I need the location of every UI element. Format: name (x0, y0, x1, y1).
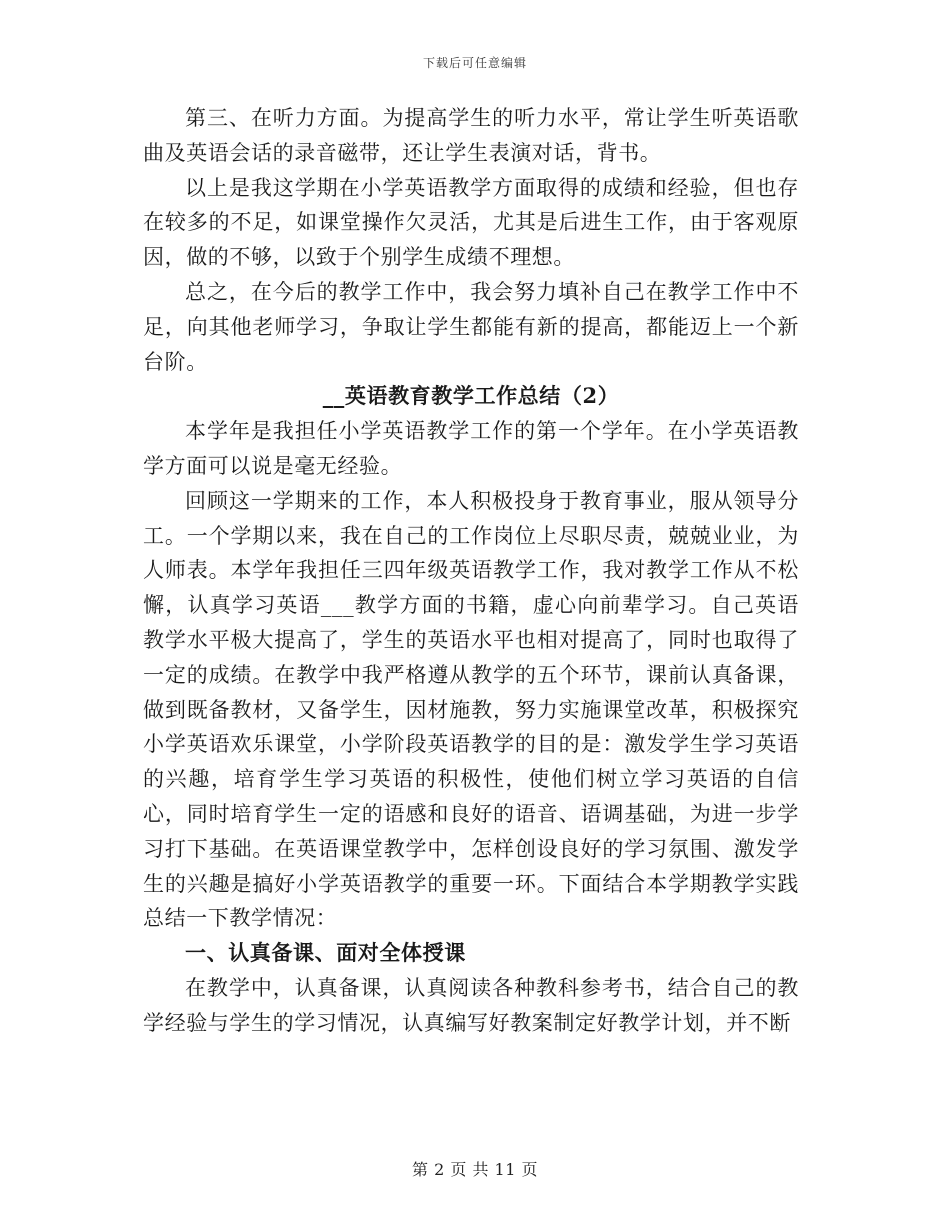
paragraph-teaching: 在教学中，认真备课，认真阅读各种教科参考书，结合自己的教学经验与学生的学习情况，认真编写好教案制定好教学计划，并不断 (143, 975, 799, 1035)
subheading-preparation: 一、认真备课、面对全体授课 (185, 940, 466, 966)
paragraph-review: 回顾这一学期来的工作，本人积极投身于教育事业，服从领导分工。一个学期以来，我在自己的工作岗位上尽职尽责，兢兢业业，为人师表。本学年我担任三四年级英语教学工作，我对教学工作从不松懈，认真学习英语___教学方面的书籍，虚心向前辈学习。自己英语教学水平极大提高了，学生的英语水平也相对提高了，同时也取得了一定的成绩。在教学中我严格遵从教学的五个环节，课前认真备课，做到既备教材，又备学生，因材施教，努力实施课堂改革，积极探究小学英语欢乐课堂，小学阶段英语教学的目的是：激发学生学习英语的兴趣，培育学生学习英语的积极性，使他们树立学习英语的自信心，同时培育学生一定的语感和良好的语音、语调基础，为进一步学习打下基础。在英语课堂教学中，怎样创设良好的学习氛围、激发学生的兴趣是搞好小学英语教学的重要一环。下面结合本学期教学实践总结一下教学情况： (143, 488, 799, 931)
paragraph-first-year: 本学年是我担任小学英语教学工作的第一个学年。在小学英语教学方面可以说是毫无经验。 (143, 419, 799, 478)
section-title: __英语教育教学工作总结（2） (322, 383, 620, 409)
document-body (143, 101, 799, 1041)
page-number: 第 2 页 共 11 页 (412, 1160, 538, 1179)
paragraph-achievements: 以上是我这学期在小学英语教学方面取得的成绩和经验，但也存在较多的不足，如课堂操作欠灵活，尤其是后进生工作，由于客观原因，做的不够，以致于个别学生成绩不理想。 (143, 175, 799, 270)
header-note: 下载后可任意编辑 (422, 56, 527, 70)
paragraph-conclusion: 总之，在今后的教学工作中，我会努力填补自己在教学工作中不足，向其他老师学习，争取让学生都能有新的提高，都能迈上一个新台阶。 (143, 279, 799, 374)
paragraph-listening: 第三、在听力方面。为提高学生的听力水平，常让学生听英语歌曲及英语会话的录音磁带，还让学生表演对话，背书。 (143, 106, 799, 165)
